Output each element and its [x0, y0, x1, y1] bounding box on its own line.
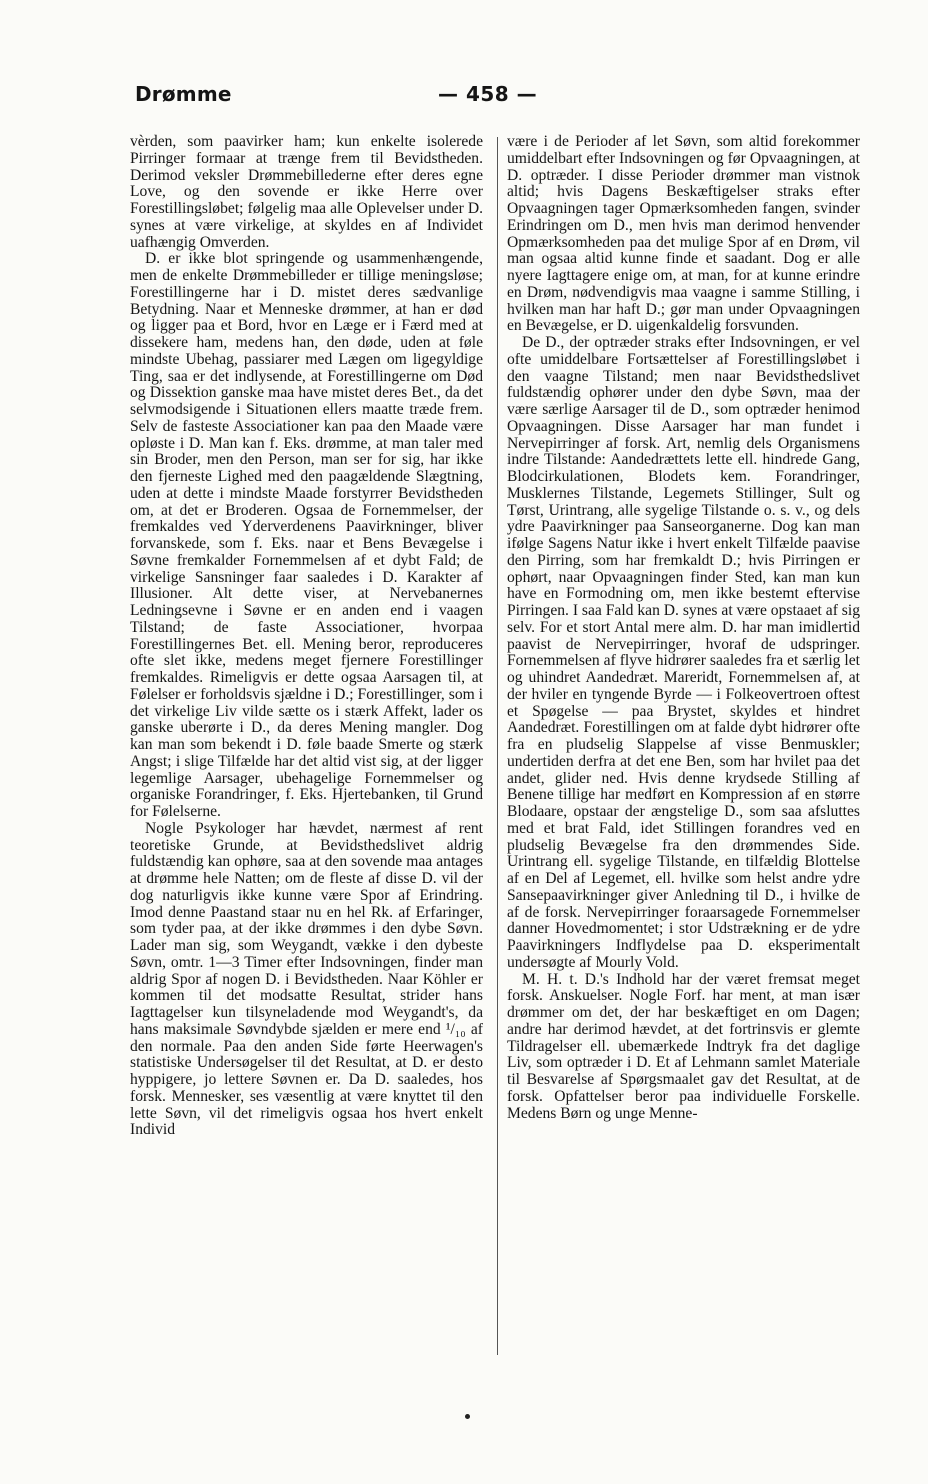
paragraph: være i de Perioder af let Søvn, som altid forekommer umiddelbart efter Indsovningen og før Opvaagningen, at D. optræder. I disse Perioder drømmer man vistnok altid; hvis Dagens Beskæftigelser straks efter Opvaagningen tager Opmærksomheden fangen, svinder Erindringen om D., men hvis man derimod henvender Opmærksomheden paa det mulige Spor af en Drøm, vil man ogsaa altid kunne finde et saadant. Dog er alle nyere Iagttagere enige om, at man, for at kunne erindre en Drøm, nødvendigvis maa vaagne i samme Stilling, i hvilken man har haft D.; gør man under Opvaagningen en Bevægelse, er D. uigenkaldelig forsvunden.: [507, 134, 860, 335]
page-number: — 458 —: [438, 82, 538, 106]
left-column: [130, 134, 483, 1364]
page-title: Drømme: [135, 82, 232, 106]
page-mark: [465, 1414, 470, 1419]
paragraph: vèrden, som paavirker ham; kun enkelte isolerede Pirringer formaar at trænge frem til Bevidstheden. Derimod veksler Drømmebillederne efter deres egne Love, og den sovende er ikke Herre over Forestillingsløbet; følgelig maa alle Oplevelser under D. synes at være virkelige, at skyldes en af Individet uafhængig Omverden.: [130, 134, 483, 251]
paragraph: De D., der optræder straks efter Indsovningen, er vel ofte umiddelbare Fortsættelser af Forestillingsløbet i den vaagne Tilstand; men naar Bevidsthedslivet fuldstændig ophører under den dybe Søvn, maa der være særlige Aarsager til de D., som optræder henimod Opvaagningen. Disse Aarsager har man fundet i Nervepirringer af forsk. Art, nemlig dels Organismens indre Tilstande: Aandedrættets lette ell. hindrede Gang, Blodcirkulationen, Blodets kem. Forandringer, Musklernes Tilstande, Legemets Stillinger, Sult og Tørst, Urintrang, alle sygelige Tilstande o. s. v., og dels ydre Paavirkninger paa Sanseorganerne. Dog kan man ifølge Sagens Natur ikke i hvert enkelt Tilfælde paavise den Pirring, som har fremkaldt D.; hvis Pirringen er ophørt, naar Opvaagningen finder Sted, kan man kun have en Formodning om, men ikke bestemt eftervise Pirringen. I saa Fald kan D. synes at være opstaaet af sig selv. For et stort Antal mere alm. D. har man imidlertid paavist de Nervepirringer, hvoraf de udspringer. Fornemmelsen af flyve hidrører saaledes fra et særlig let og uhindret Aandedræt. Mareridt, Fornemmelsen af, at der hviler en tyngende Byrde — i Folkeovertroen oftest et Spøgelse — paa Brystet, skyldes et hindret Aandedræt. Forestillingen om at falde dybt hidrører ofte fra en pludselig Slappelse af visse Benmuskler; undertiden derfra at det ene Ben, som har hvilet paa det andet, glider ned. Hvis denne krydsede Stilling af Benene tillige har medført en Kompression af en større Blodaare, opstaar der ængstelige D., som saa afsluttes med et brat Fald, idet Stillingen forandres ved en pludselig Bevægelse fra den drømmendes Side. Urintrang ell. sygelige Tilstande, en tilfældig Blottelse af en Del af Legemet, ell. hvilke som helst andre ydre Sansepaavirkninger giver Anledning til D., i hvilke de af de forsk. Nervepirringer foraarsagede Fornemmelser danner Hovedmomentet; i stor Udstrækning er de ydre Paavirkningers Indflydelse paa D. eksperimentalt undersøgte af Mourly Vold.: [507, 334, 860, 971]
running-header: [0, 78, 928, 112]
column-divider: [497, 137, 498, 1355]
paragraph: M. H. t. D.'s Indhold har der været fremsat meget forsk. Anskuelser. Nogle Forf. har ment, at man især drømmer om det, der har beskæftiget en om Dagen; andre har derimod hævdet, at det fortrinsvis er glemte Tildragelser ell. ubemærkede Indtryk fra det daglige Liv, som optræder i D. Et af Lehmann samlet Materiale til Besvarelse af Spørgsmaalet gav det Resultat, at de forsk. Opfattelser beror paa individuelle Forskelle. Medens Børn og unge Menne-: [507, 970, 860, 1122]
right-column: [507, 134, 860, 1364]
paragraph: Nogle Psykologer har hævdet, nærmest af rent teoretiske Grunde, at Bevidsthedslivet aldrig fuldstændig kan ophøre, saa at den sovende maa antages at drømme hele Natten; om de fleste af disse D. vil der dog naturligvis ikke kunne være Spor af Erindring. Imod denne Paastand staar nu en hel Rk. af Erfaringer, som tyder paa, at der ikke drømmes i den dybe Søvn. Lader man sig, som Weygandt, vække i den dybeste Søvn, omtr. 1—3 Timer efter Indsovningen, finder man aldrig Spor af nogen D. i Bevidstheden. Naar Köhler er kommen til det modsatte Resultat, strider hans Iagttagelser kun tilsyneladende mod Weygandt's, da hans maksimale Søvndybde sjælden er mere end ¹/₁₀ af den normale. Paa den anden Side førte Heerwagen's statistiske Undersøgelser til det Resultat, at D. er desto hyppigere, jo lettere Søvnen er. Da D. saaledes, hos forsk. Mennesker, ses væsentlig at være knyttet til den lette Søvn, vil det rimeligvis ogsaa hos hvert enkelt Individ: [130, 819, 483, 1139]
paragraph: D. er ikke blot springende og usammenhængende, men de enkelte Drømmebilleder er tillige meningsløse; Forestillingerne har i D. mistet deres sædvanlige Betydning. Naar et Menneske drømmer, at han er død og ligger paa et Bord, hvor en Læge er i Færd med at dissekere ham, medens han, den døde, uden at føle mindste Ubehag, passiarer med Lægen om ligegyldige Ting, saa er det indlysende, at Forestillingerne om Død og Dissektion ganske maa have mistet deres Bet., da det selvmodsigende i Situationen ellers maatte træde frem. Selv de fasteste Associationer kan paa den Maade være opløste i D. Man kan f. Eks. drømme, at man taler med sin Broder, men den Person, man ser for sig, har ikke den fjerneste Lighed med den paagældende Slægtning, uden at dette i mindste Maade forstyrrer Bevidstheden om, at det er Broderen. Ogsaa de Fornemmelser, der fremkaldes ved Yderverdenens Paavirkninger, bliver forvanskede, som f. Eks. naar et Bens Bevægelse i Søvne fremkalder Fornemmelsen af et dybt Fald; de virkelige Sansninger faar saaledes i D. Karakter af Illusioner. Alt dette viser, at Nervebanernes Ledningsevne i Søvne er en anden end i vaagen Tilstand; de faste Associationer, hvorpaa Forestillingernes Bet. ell. Mening beror, reproduceres ofte slet ikke, medens meget fjernere Forestillinger fremkaldes. Rimeligvis er dette ogsaa Aarsagen til, at Følelser er forholdsvis sjældne i D.; Forestillinger, som i det virkelige Liv vilde sætte os i stærk Affekt, lader os ganske uberørte i D., da deres Mening mangler. Dog kan man som bekendt i D. føle baade Smerte og stærk Angst; i slige Tilfælde har det altid vist sig, at der ligger legemlige Aarsager, ubehagelige Fornemmelser og organiske Forandringer, f. Eks. Hjertebanken, til Grund for Følelserne.: [130, 250, 483, 820]
